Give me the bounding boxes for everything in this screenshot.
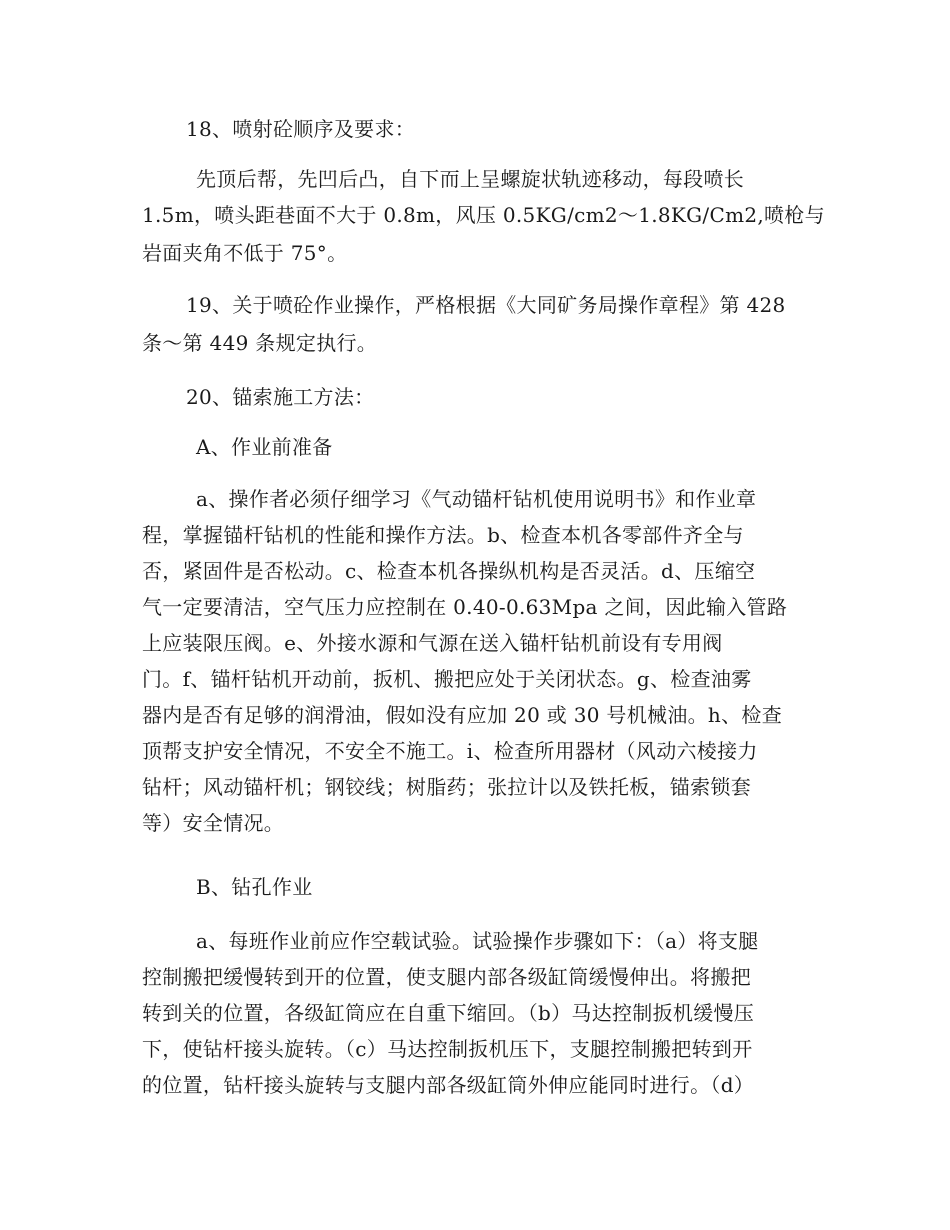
heading-20: 20、锚索施工方法： xyxy=(186,385,375,409)
paragraph-line: 转到关的位置，各级缸筒应在自重下缩回。（b）马达控制扳机缓慢压 xyxy=(142,1001,755,1025)
paragraph-line: 门。f、锚杆钻机开动前，扳机、搬把应处于关闭状态。g、检查油雾 xyxy=(142,667,752,691)
paragraph-line: 1.5m，喷头距巷面不大于 0.8m，风压 0.5KG/cm2～1.8KG/Cm2,喷枪与 xyxy=(142,203,825,227)
paragraph-line: a、每班作业前应作空载试验。试验操作步骤如下：（a）将支腿 xyxy=(196,929,759,953)
paragraph-line: 的位置，钻杆接头旋转与支腿内部各级缸筒外伸应能同时进行。（d） xyxy=(142,1073,755,1097)
paragraph-line: 上应装限压阀。e、外接水源和气源在送入锚杆钻机前设有专用阀 xyxy=(142,631,723,655)
paragraph-line: 顶帮支护安全情况，不安全不施工。i、检查所用器材（风动六棱接力 xyxy=(142,739,758,763)
paragraph-line: 钻杆；风动锚杆机；钢铰线；树脂药；张拉计以及铁托板，锚索锁套 xyxy=(142,775,751,799)
paragraph-line: 程，掌握锚杆钻机的性能和操作方法。b、检查本机各零部件齐全与 xyxy=(142,523,744,547)
paragraph-line: a、操作者必须仔细学习《气动锚杆钻机使用说明书》和作业章 xyxy=(196,487,757,511)
paragraph-line: 先顶后帮，先凹后凸，自下而上呈螺旋状轨迹移动，每段喷长 xyxy=(196,167,745,191)
paragraph-line: 气一定要清洁，空气压力应控制在 0.40-0.63Mpa 之间，因此输入管路 xyxy=(142,595,788,619)
paragraph-line: 下，使钻杆接头旋转。（c）马达控制扳机压下，支腿控制搬把转到开 xyxy=(142,1037,753,1061)
paragraph-line: 岩面夹角不低于 75°。 xyxy=(142,241,348,265)
subheading-a: A、作业前准备 xyxy=(196,435,333,459)
paragraph-line: 控制搬把缓慢转到开的位置，使支腿内部各级缸筒缓慢伸出。将搬把 xyxy=(142,965,751,989)
paragraph-line: 等）安全情况。 xyxy=(142,811,285,835)
heading-18: 18、喷射砼顺序及要求： xyxy=(186,117,416,141)
paragraph-19-line: 19、关于喷砼作业操作，严格根据《大同矿务局操作章程》第 428 xyxy=(186,293,786,317)
paragraph-19-line: 条～第 449 条规定执行。 xyxy=(142,331,378,355)
paragraph-line: 否，紧固件是否松动。c、检查本机各操纵机构是否灵活。d、压缩空 xyxy=(142,559,756,583)
paragraph-line: 器内是否有足够的润滑油，假如没有应加 20 或 30 号机械油。h、检查 xyxy=(142,703,783,727)
subheading-b: B、钻孔作业 xyxy=(196,875,313,899)
